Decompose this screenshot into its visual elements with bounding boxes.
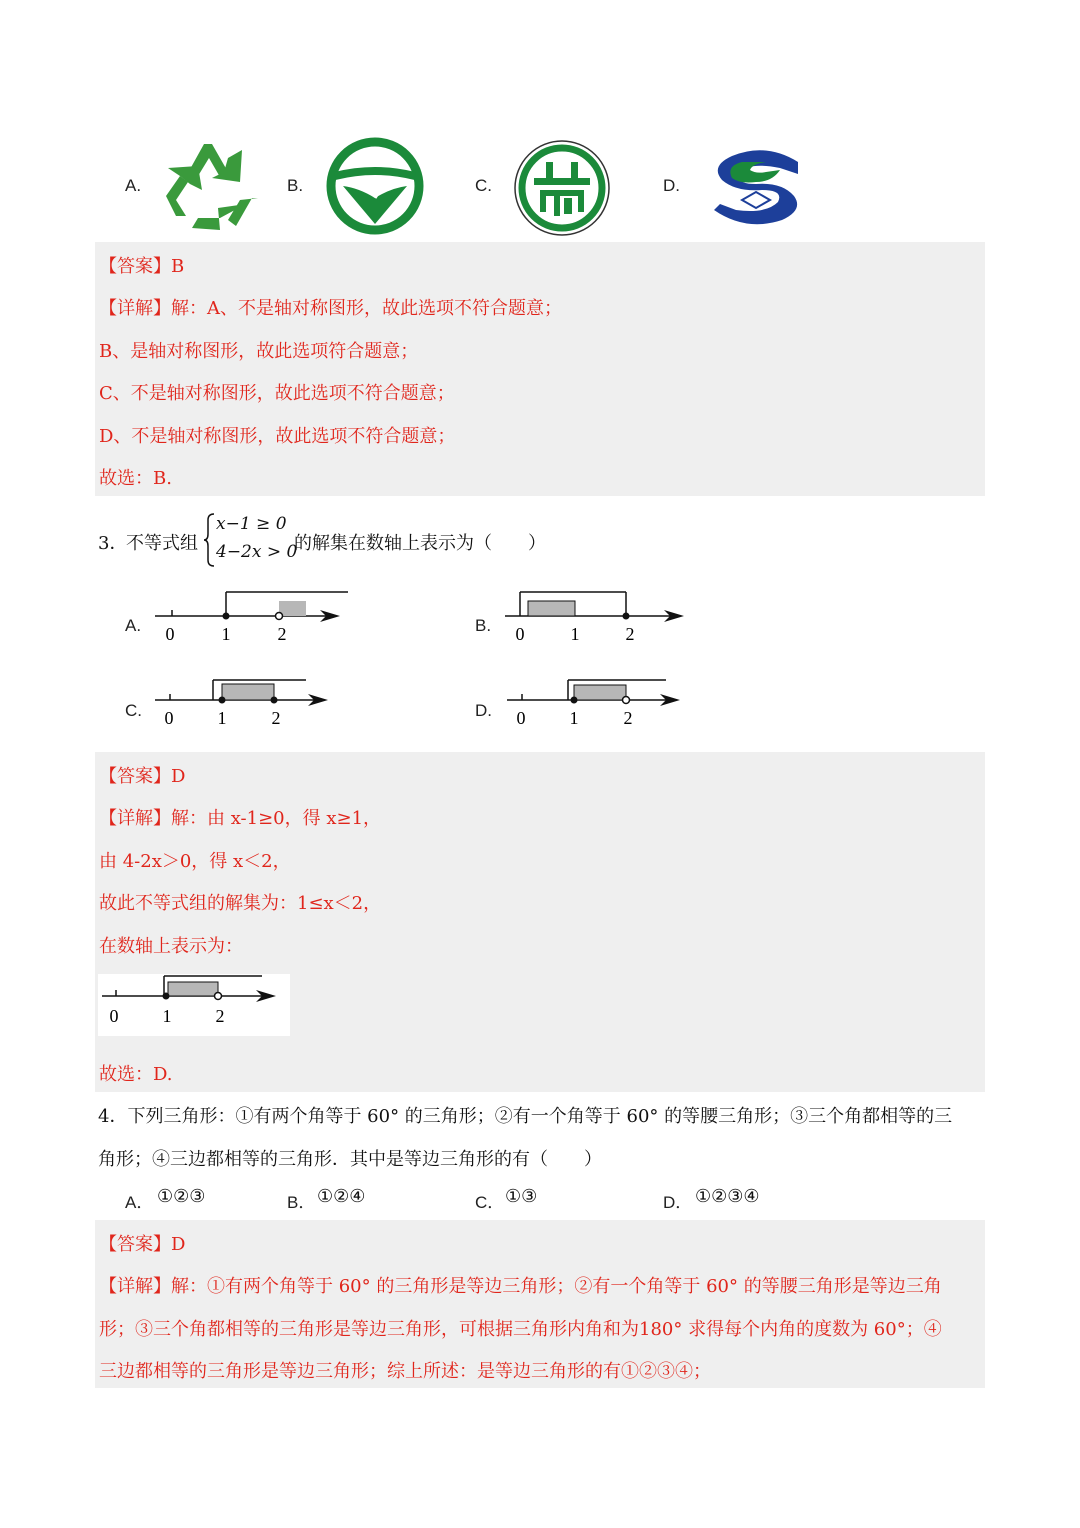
tick-label: 1 — [570, 624, 580, 644]
tick-label: 0 — [165, 624, 175, 644]
tick-label: 0 — [516, 708, 526, 728]
q2-detail-line: C、不是轴对称图形，故此选项不符合题意； — [99, 383, 455, 404]
q2-answer: 【答案】B — [99, 256, 185, 277]
q3-option-b-letter: B. — [475, 616, 492, 635]
q3-inequality-1: x−1 ≥ 0 — [216, 514, 287, 534]
q3-option-d-letter: D. — [475, 701, 492, 720]
q4-detail-line: 【详解】解：①有两个角等于 60° 的三角形是等边三角形；②有一个角等于 60° 的等腰三角形是等边三角 — [99, 1276, 942, 1297]
q4-option-a-value: ①②③ — [157, 1186, 206, 1207]
brace-icon — [202, 512, 216, 568]
tick-label: 1 — [162, 1006, 172, 1026]
tick-label: 2 — [215, 1006, 225, 1026]
q3-detail-line: 【详解】解：由 x-1≥0，得 x≥1， — [99, 808, 382, 829]
q3-option-c-numberline — [150, 672, 340, 732]
q2-option-d-letter: D. — [663, 176, 680, 195]
q2-detail-line: 故选：B. — [99, 468, 172, 489]
green-food-logo-icon — [325, 136, 425, 236]
q3-option-a-numberline — [150, 588, 360, 648]
q3-answer-box — [95, 752, 985, 1092]
q4-options — [0, 1184, 1080, 1214]
q3-option-b-numberline — [500, 588, 710, 648]
circle-emblem-logo-icon — [512, 138, 612, 238]
q4-answer-box — [95, 1220, 985, 1388]
q3-conclusion: 故选：D. — [99, 1064, 173, 1085]
q4-option-b-letter: B． — [287, 1193, 316, 1212]
q4-option-c-letter: C． — [475, 1193, 505, 1212]
bank-s-logo-icon — [706, 148, 806, 228]
q3-option-a-letter: A. — [125, 616, 142, 635]
recycle-logo-icon — [162, 138, 262, 238]
q2-answer-box — [95, 242, 985, 496]
tick-label: 2 — [271, 708, 281, 728]
q3-detail-line: 在数轴上表示为： — [99, 936, 243, 957]
q3-prefix: 不等式组 — [126, 533, 198, 554]
q3-detail-line: 故此不等式组的解集为：1≤x＜2， — [99, 893, 382, 914]
q3-option-d-numberline — [502, 672, 702, 732]
tick-label: 2 — [277, 624, 287, 644]
q3-option-c-letter: C. — [125, 701, 142, 720]
tick-label: 2 — [623, 708, 633, 728]
tick-label: 2 — [625, 624, 635, 644]
q2-detail-line: B、是轴对称图形，故此选项符合题意； — [99, 341, 419, 362]
q3-answer: 【答案】D — [99, 766, 186, 787]
q4-answer: 【答案】D — [99, 1234, 186, 1255]
q4-option-d-letter: D． — [663, 1193, 693, 1212]
q3-detail-line: 由 4-2x＞0，得 x＜2， — [99, 851, 291, 872]
tick-label: 1 — [221, 624, 231, 644]
q4-option-d-value: ①②③④ — [695, 1186, 760, 1207]
q3-number: 3． — [98, 533, 128, 554]
tick-label: 1 — [569, 708, 579, 728]
tick-label: 0 — [109, 1006, 119, 1026]
q2-options — [0, 130, 1080, 240]
q3-stem — [98, 512, 698, 572]
q3-inequality-2: 4−2x > 0 — [216, 542, 298, 562]
q3-suffix: 的解集在数轴上表示为（ ） — [294, 533, 546, 554]
q3-answer-numberline — [98, 974, 290, 1036]
q2-option-c-letter: C. — [475, 176, 492, 195]
q4-detail-line: 形；③三个角都相等的三角形是等边三角形，可根据三角形内角和为180° 求得每个内角的度数为 60°；④ — [99, 1319, 942, 1340]
q4-stem-line-2: 角形；④三边都相等的三角形．其中是等边三角形的有（ ） — [98, 1149, 602, 1170]
q4-detail-line: 三边都相等的三角形是等边三角形；综上所述：是等边三角形的有①②③④； — [99, 1361, 711, 1382]
q2-option-b-letter: B. — [287, 176, 304, 195]
tick-label: 1 — [217, 708, 227, 728]
q4-option-c-value: ①③ — [505, 1186, 538, 1207]
q2-detail-line: D、不是轴对称图形，故此选项不符合题意； — [99, 426, 456, 447]
q4-option-b-value: ①②④ — [317, 1186, 366, 1207]
q2-detail-line: 【详解】解：A、不是轴对称图形，故此选项不符合题意； — [99, 298, 562, 319]
q4-option-a-letter: A． — [125, 1193, 154, 1212]
q4-stem-line-1: 4．下列三角形：①有两个角等于 60° 的三角形；②有一个角等于 60° 的等腰三角形；③三个角都相等的三 — [98, 1106, 953, 1127]
tick-label: 0 — [164, 708, 174, 728]
tick-label: 0 — [515, 624, 525, 644]
q2-option-a-letter: A. — [125, 176, 142, 195]
